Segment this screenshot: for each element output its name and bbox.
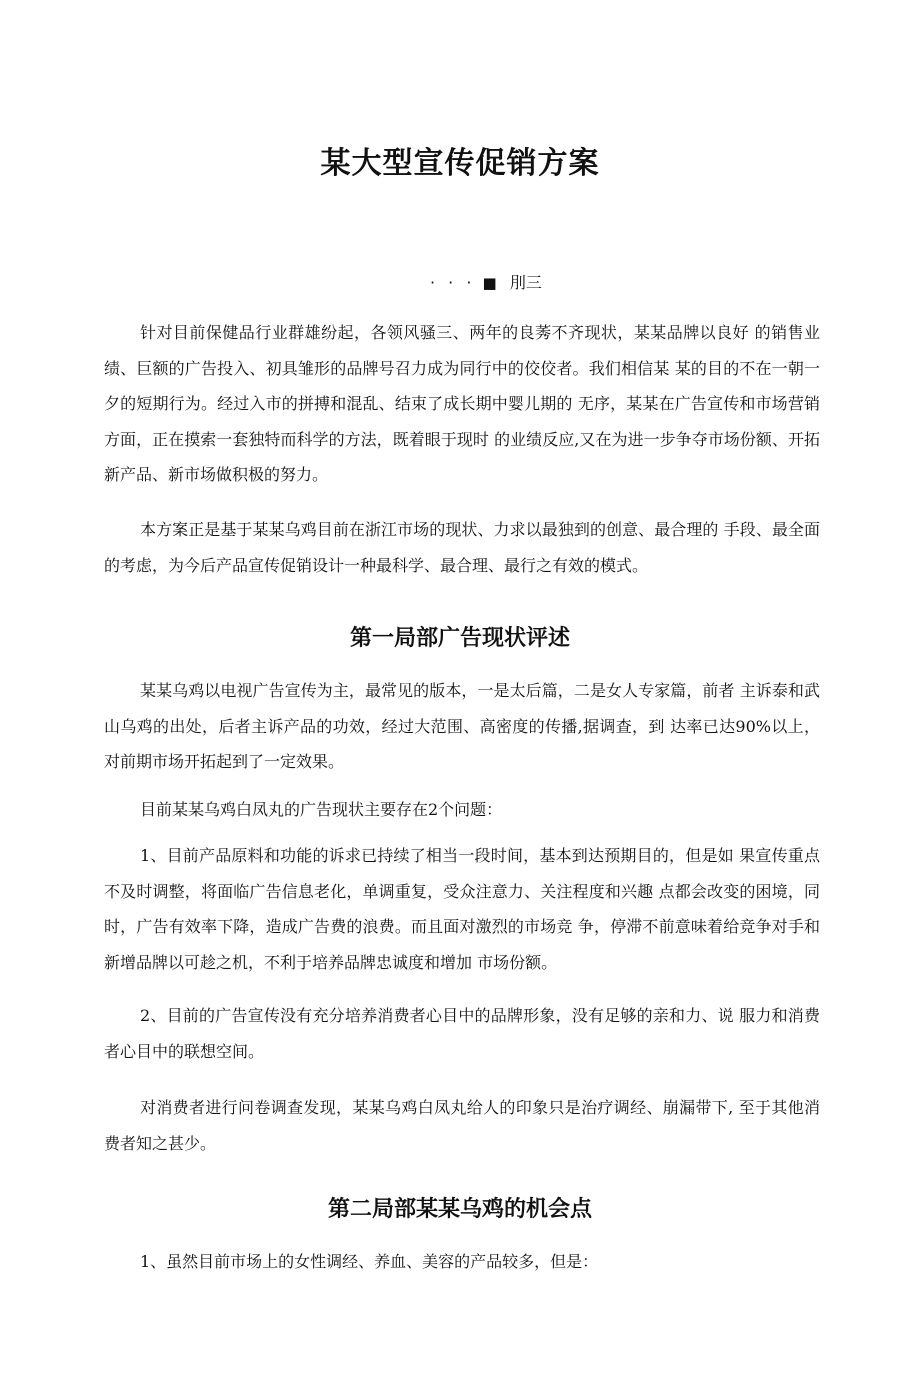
intro-paragraph-1: 针对目前保健品行业群雄纷起，各领风骚三、两年的良莠不齐现状，某某品牌以良好 的销售业绩、巨额的广告投入、初具雏形的品牌号召力成为同行中的佼佼者。我们相信某 某的目的不在一朝一夕的短期行为。经过入市的拼搏和混乱、结束了成长期中婴儿期的 无序，某某在广告宣传和市场营销方面，正在摸索一套独特而科学的方法，既着眼于现时 的业绩反应,又在为进一步争夺市场份额、开拓新产品、新市场做积极的努力。	[104, 323, 820, 484]
document-title: 某大型宣传促销方案	[320, 146, 600, 181]
section2-paragraph-1: 1、虽然目前市场上的女性调经、养血、美容的产品较多，但是：	[140, 1252, 599, 1271]
black-square-icon: ■	[482, 274, 497, 292]
intro-paragraph-2: 本方案正是基于某某乌鸡目前在浙江市场的现状、力求以最独到的创意、最合理的 手段、最全面的考虑，为今后产品宣传促销设计一种最科学、最合理、最行之有效的模式。	[104, 520, 820, 575]
preface-dots: · · ·	[430, 273, 476, 292]
section-heading-1: 第一局部广告现状评述	[349, 626, 570, 651]
section1-paragraph-2: 目前某某乌鸡白凤丸的广告现状主要存在2个问题：	[140, 800, 503, 819]
section1-paragraph-4: 2、目前的广告宣传没有充分培养消费者心目中的品牌形象，没有足够的亲和力、说 服力和消费者心目中的联想空间。	[104, 1006, 820, 1061]
section1-paragraph-1: 某某乌鸡以电视广告宣传为主，最常见的版本，一是太后篇，二是女人专家篇，前者 主诉泰和武山乌鸡的出处，后者主诉产品的功效，经过大范围、高密度的传播,据调查，到 达率已达90%以上，对前期市场开拓起到了一定效果。	[104, 681, 820, 771]
section1-paragraph-3: 1、目前产品原料和功能的诉求已持续了相当一段时间，基本到达预期目的，但是如 果宣传重点不及时调整，将面临广告信息老化，单调重复，受众注意力、关注程度和兴趣 点都会改变的困境，同时，广告有效率下降，造成广告费的浪费。而且面对激烈的市场竞 争，停滞不前意味着给竞争对手和新增品牌以可趁之机，不利于培养品牌忠诚度和增加 市场份额。	[104, 846, 820, 972]
section-heading-2: 第二局部某某乌鸡的机会点	[327, 1197, 592, 1222]
section1-paragraph-5: 对消费者进行问卷调查发现，某某乌鸡白凤丸给人的印象只是治疗调经、崩漏带下, 至于其他消费者知之甚少。	[104, 1098, 820, 1153]
preface-text: 刖三	[509, 273, 542, 292]
preface-label	[430, 270, 542, 293]
